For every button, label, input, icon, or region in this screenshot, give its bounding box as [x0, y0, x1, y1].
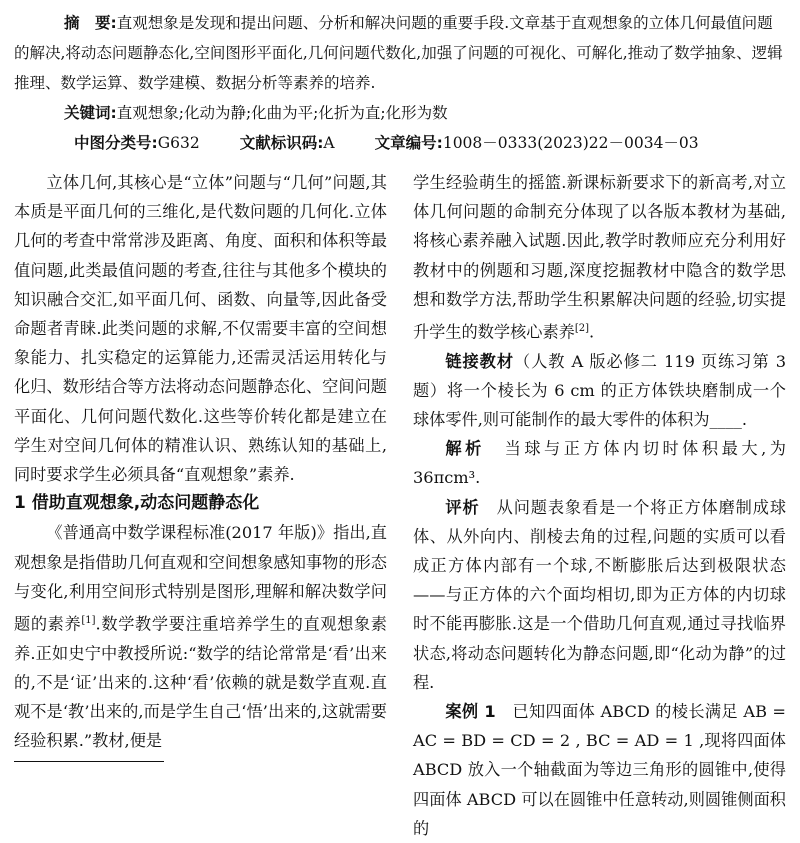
solution-paragraph [413, 434, 786, 492]
comment-label: 评析 [445, 497, 480, 517]
solution-label: 解析 [445, 439, 485, 459]
doc-code: 文献标识码:A [239, 134, 335, 152]
doc-value: A [323, 134, 335, 152]
class-number: 中图分类号:G632 [74, 134, 200, 152]
textbook-link-label: 链接教材 [445, 351, 514, 371]
class-label: 中图分类号 [74, 134, 152, 152]
textbook-link-text: （人教 A 版必修二 119 页练习第 3 题）将一个棱长为 6 cm 的正方体铁块磨制成一个球体零件,则可能制作的最大零件的体积为____. [413, 351, 786, 430]
solution-text: 当球与正方体内切时体积最大,为 36πcm³. [413, 439, 786, 488]
standard-text-b: .数学教学要注重培养学生的直观想象素养.正如史宁中教授所说:“数学的结论常常是‘看’出来的,不是‘证’出来的.这种‘看’依赖的就是数学直观.直观不是‘教’出来的,而是学生自己‘悟’出来的,这就需要经验积累.”教材,便是 [14, 614, 387, 751]
comment-paragraph [413, 493, 786, 697]
reference-1: [1] [81, 615, 96, 627]
article-number: 文章编号:1008－0333(2023)22－0034－03 [374, 134, 699, 152]
textbook-link-paragraph [413, 347, 786, 435]
left-column [14, 168, 387, 843]
right-column [413, 168, 786, 843]
case-text: 已知四面体 ABCD 的棱长满足 AB = AC = BD = CD = 2 , BC = AD = 1 ,现将四面体 ABCD 放入一个轴截面为等边三角形的圆锥中,使得四面体 ABCD 可以在圆锥中任意转动,则圆锥侧面积的 [413, 702, 786, 838]
footnote-rule [14, 761, 164, 762]
period: . [589, 322, 595, 342]
abstract-text: 直观想象是发现和提出问题、分析和解决问题的重要手段.文章基于直观想象的立体几何最值问题的解决,将动态问题静态化,空间图形平面化,几何问题代数化,加强了问题的可视化、可解化,推动了数学抽象、逻辑推理、数学运算、数学建模、数据分析等素养的培养. [14, 14, 783, 92]
meta-line [14, 128, 786, 158]
keywords-label: 关键词 [64, 104, 111, 122]
body-columns [14, 168, 786, 843]
article-label: 文章编号 [374, 134, 437, 152]
keywords-text: 直观想象;化动为静;化曲为平;化折为直;化形为数 [116, 104, 448, 122]
case-label: 案例 1 [445, 702, 496, 722]
reference-2: [2] [574, 323, 590, 335]
doc-label: 文献标识码 [239, 134, 318, 152]
class-value: G632 [157, 134, 200, 152]
abstract-label: 摘 要 [64, 14, 111, 32]
standard-text-a: 《普通高中数学课程标准(2017 年版)》指出,直观想象是指借助几何直观和空间想象感知事物的形态与变化,利用空间形式特别是图形,理解和解决数学问题的素养 [14, 523, 387, 634]
section-1-title: 1 借助直观想象,动态问题静态化 [14, 493, 260, 514]
keywords-line: 关键词:直观想象;化动为静;化曲为平;化折为直;化形为数 [64, 104, 448, 122]
continuation-paragraph [413, 168, 786, 347]
standard-paragraph [14, 518, 387, 755]
abstract-paragraph: 摘 要:直观想象是发现和提出问题、分析和解决问题的重要手段.文章基于直观想象的立体几何最值问题的解决,将动态问题静态化,空间图形平面化,几何问题代数化,加强了问题的可视化、可解化,推动了数学抽象、逻辑推理、数学运算、数学建模、数据分析等素养的培养. [14, 14, 783, 92]
intro-paragraph: 立体几何,其核心是“立体”问题与“几何”问题,其本质是平面几何的三维化,是代数问题的几何化.立体几何的考查中常常涉及距离、角度、面积和体积等最值问题,此类最值问题的考查,往往与其他多个模块的知识融合交汇,如平面几何、函数、向量等,因此备受命题者青睐.此类问题的求解,不仅需要丰富的空间想象能力、扎实稳定的运算能力,还需灵活运用转化与化归、数形结合等方法将动态问题静态化、空间问题平面化、几何问题代数化.这些等价转化都是建立在学生对空间几何体的精准认识、熟练认知的基础上,同时要求学生必须具备“直观想象”素养. [14, 173, 387, 485]
article-value: 1008－0333(2023)22－0034－03 [442, 134, 699, 152]
abstract-block [14, 8, 786, 158]
case-paragraph [413, 697, 786, 843]
continuation-text: 学生经验萌生的摇篮.新课标新要求下的新高考,对立体几何问题的命制充分体现了以各版本教材为基础,将核心素养融入试题.因此,教学时教师应充分利用好教材中的例题和习题,深度挖掘教材中隐含的数学思想和数学方法,帮助学生积累解决问题的经验,切实提升学生的数学核心素养 [413, 173, 786, 342]
comment-text: 从问题表象看是一个将正方体磨制成球体、从外向内、削棱去角的过程,问题的实质可以看成正方体内部有一个球,不断膨胀后达到极限状态——与正方体的六个面均相切,即为正方体的内切球时不能再膨胀.这是一个借助几何直观,通过寻找临界状态,将动态问题转化为静态问题,即“化动为静”的过程. [413, 497, 787, 692]
